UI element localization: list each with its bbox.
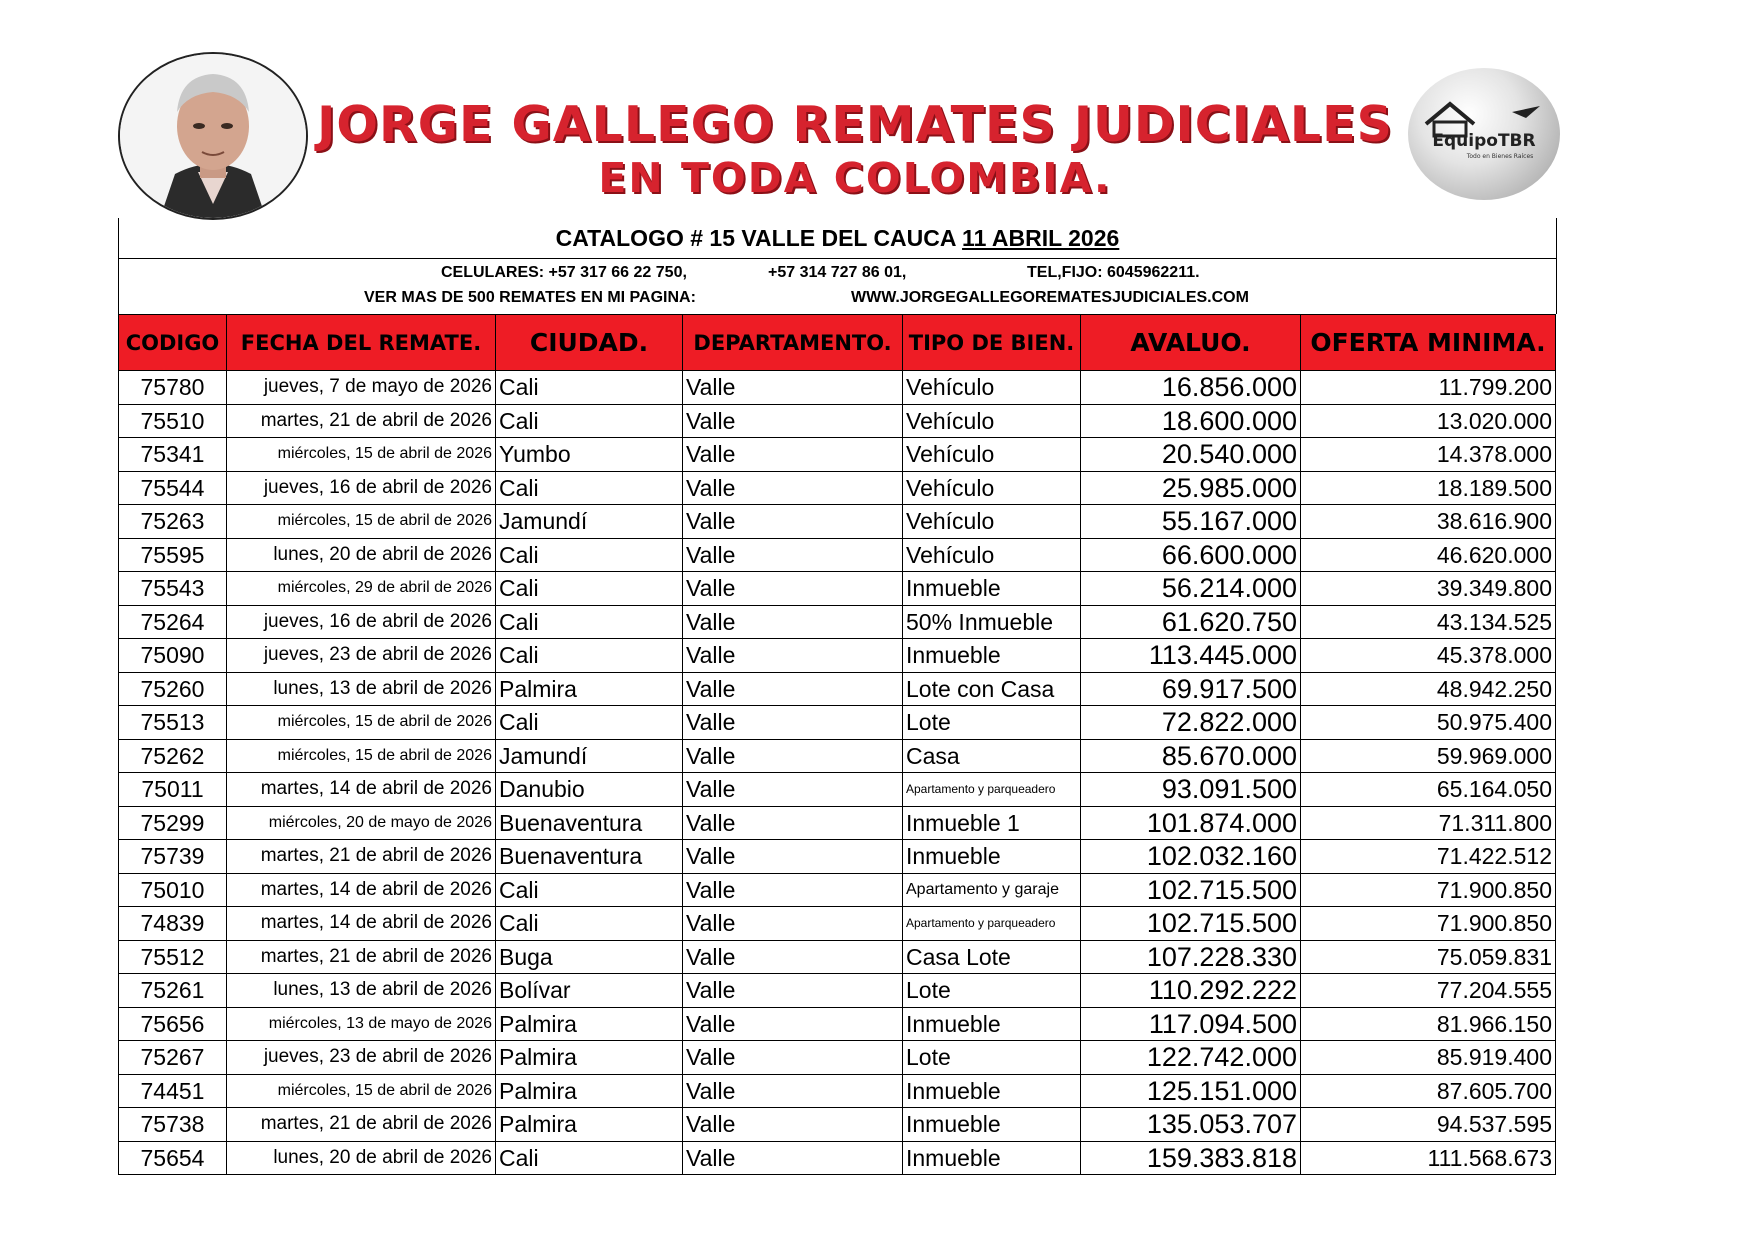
cell-ciudad: Cali (496, 371, 683, 405)
auction-table (118, 314, 1556, 1175)
cell-codigo: 75263 (119, 505, 227, 539)
table-row (119, 907, 1556, 941)
cell-tipo: Inmueble (903, 840, 1081, 874)
cell-codigo: 75262 (119, 739, 227, 773)
cell-tipo: Inmueble (903, 1108, 1081, 1142)
header-avaluo: AVALUO. (1081, 315, 1301, 371)
table-row (119, 572, 1556, 606)
cell-departamento: Valle (683, 840, 903, 874)
cell-fecha: lunes, 13 de abril de 2026 (227, 974, 496, 1008)
cell-ciudad: Palmira (496, 672, 683, 706)
table-row (119, 438, 1556, 472)
cell-tipo: Inmueble (903, 572, 1081, 606)
cell-ciudad: Cali (496, 706, 683, 740)
cell-avaluo: 122.742.000 (1081, 1041, 1301, 1075)
table-row (119, 672, 1556, 706)
table-header-row (119, 315, 1556, 371)
cell-departamento: Valle (683, 505, 903, 539)
cell-ciudad: Yumbo (496, 438, 683, 472)
banner-title (300, 96, 1410, 202)
cell-codigo: 75267 (119, 1041, 227, 1075)
cell-tipo: Vehículo (903, 438, 1081, 472)
more-auctions-label: VER MAS DE 500 REMATES EN MI PAGINA: (364, 289, 696, 306)
cell-codigo: 75260 (119, 672, 227, 706)
cell-oferta: 18.189.500 (1301, 471, 1556, 505)
cell-tipo: Inmueble 1 (903, 806, 1081, 840)
cell-tipo: Lote (903, 974, 1081, 1008)
table-row (119, 940, 1556, 974)
cell-codigo: 75261 (119, 974, 227, 1008)
cell-ciudad: Cali (496, 1141, 683, 1175)
cell-ciudad: Palmira (496, 1041, 683, 1075)
cell-departamento: Valle (683, 438, 903, 472)
cell-codigo: 75543 (119, 572, 227, 606)
cell-fecha: lunes, 13 de abril de 2026 (227, 672, 496, 706)
cell-codigo: 75010 (119, 873, 227, 907)
cell-avaluo: 113.445.000 (1081, 639, 1301, 673)
cell-codigo: 75654 (119, 1141, 227, 1175)
equipo-tbr-logo (1408, 68, 1560, 200)
cell-avaluo: 107.228.330 (1081, 940, 1301, 974)
cell-tipo: Lote (903, 1041, 1081, 1075)
cell-codigo: 75513 (119, 706, 227, 740)
cell-ciudad: Danubio (496, 773, 683, 807)
table-row (119, 471, 1556, 505)
table-row (119, 974, 1556, 1008)
cell-tipo: Vehículo (903, 471, 1081, 505)
cell-tipo: Casa (903, 739, 1081, 773)
cell-oferta: 94.537.595 (1301, 1108, 1556, 1142)
table-row (119, 840, 1556, 874)
cell-tipo: Apartamento y parqueadero (903, 907, 1081, 941)
cell-avaluo: 135.053.707 (1081, 1108, 1301, 1142)
cell-codigo: 75544 (119, 471, 227, 505)
cell-departamento: Valle (683, 907, 903, 941)
cell-ciudad: Cali (496, 605, 683, 639)
cell-tipo: Inmueble (903, 1007, 1081, 1041)
cell-codigo: 75299 (119, 806, 227, 840)
cell-oferta: 45.378.000 (1301, 639, 1556, 673)
header-codigo: CODIGO (119, 315, 227, 371)
cell-oferta: 14.378.000 (1301, 438, 1556, 472)
cell-fecha: lunes, 20 de abril de 2026 (227, 1141, 496, 1175)
cell-ciudad: Cali (496, 404, 683, 438)
cell-fecha: lunes, 20 de abril de 2026 (227, 538, 496, 572)
website-link[interactable]: WWW.JORGEGALLEGOREMATESJUDICIALES.COM (851, 289, 1249, 306)
cell-avaluo: 61.620.750 (1081, 605, 1301, 639)
cell-oferta: 13.020.000 (1301, 404, 1556, 438)
cell-fecha: martes, 14 de abril de 2026 (227, 907, 496, 941)
cell-avaluo: 72.822.000 (1081, 706, 1301, 740)
cell-fecha: miércoles, 13 de mayo de 2026 (227, 1007, 496, 1041)
cell-codigo: 75011 (119, 773, 227, 807)
table-row (119, 1007, 1556, 1041)
cell-fecha: martes, 14 de abril de 2026 (227, 773, 496, 807)
cell-avaluo: 159.383.818 (1081, 1141, 1301, 1175)
contact-info (119, 259, 1556, 314)
cell-departamento: Valle (683, 605, 903, 639)
cell-departamento: Valle (683, 1007, 903, 1041)
cell-avaluo: 69.917.500 (1081, 672, 1301, 706)
cell-codigo: 75780 (119, 371, 227, 405)
cell-codigo: 75090 (119, 639, 227, 673)
cell-avaluo: 66.600.000 (1081, 538, 1301, 572)
cell-oferta: 38.616.900 (1301, 505, 1556, 539)
cell-codigo: 75510 (119, 404, 227, 438)
cell-fecha: martes, 21 de abril de 2026 (227, 940, 496, 974)
cell-ciudad: Cali (496, 639, 683, 673)
cell-tipo: Vehículo (903, 505, 1081, 539)
cell-departamento: Valle (683, 873, 903, 907)
cell-oferta: 81.966.150 (1301, 1007, 1556, 1041)
cell-tipo: Vehículo (903, 538, 1081, 572)
banner-line-1: JORGE GALLEGO REMATES JUDICIALES (317, 96, 1393, 153)
cell-departamento: Valle (683, 1074, 903, 1108)
cell-codigo: 75595 (119, 538, 227, 572)
cell-fecha: miércoles, 15 de abril de 2026 (227, 739, 496, 773)
cell-departamento: Valle (683, 471, 903, 505)
cell-oferta: 48.942.250 (1301, 672, 1556, 706)
table-row (119, 806, 1556, 840)
cell-tipo: Vehículo (903, 371, 1081, 405)
cell-avaluo: 85.670.000 (1081, 739, 1301, 773)
table-row (119, 873, 1556, 907)
cell-codigo: 75341 (119, 438, 227, 472)
cell-oferta: 71.900.850 (1301, 907, 1556, 941)
cell-oferta: 85.919.400 (1301, 1041, 1556, 1075)
portrait-photo (118, 52, 308, 220)
cell-avaluo: 20.540.000 (1081, 438, 1301, 472)
catalog-title (119, 218, 1556, 259)
cell-tipo: Inmueble (903, 1074, 1081, 1108)
cell-ciudad: Cali (496, 873, 683, 907)
cell-departamento: Valle (683, 639, 903, 673)
cell-fecha: miércoles, 15 de abril de 2026 (227, 1074, 496, 1108)
catalog-header (118, 218, 1557, 314)
cell-oferta: 39.349.800 (1301, 572, 1556, 606)
cell-oferta: 111.568.673 (1301, 1141, 1556, 1175)
catalog-name: CATALOGO # 15 VALLE DEL CAUCA (555, 225, 963, 251)
cell-oferta: 43.134.525 (1301, 605, 1556, 639)
cell-avaluo: 117.094.500 (1081, 1007, 1301, 1041)
table-row (119, 605, 1556, 639)
cell-avaluo: 16.856.000 (1081, 371, 1301, 405)
cell-oferta: 50.975.400 (1301, 706, 1556, 740)
cell-codigo: 75656 (119, 1007, 227, 1041)
cell-ciudad: Bolívar (496, 974, 683, 1008)
cell-departamento: Valle (683, 940, 903, 974)
cell-departamento: Valle (683, 1108, 903, 1142)
header-tipo: TIPO DE BIEN. (903, 315, 1081, 371)
cell-oferta: 75.059.831 (1301, 940, 1556, 974)
table-row (119, 706, 1556, 740)
cell-fecha: jueves, 7 de mayo de 2026 (227, 371, 496, 405)
cell-ciudad: Palmira (496, 1108, 683, 1142)
cell-fecha: jueves, 16 de abril de 2026 (227, 471, 496, 505)
cell-avaluo: 102.715.500 (1081, 873, 1301, 907)
cell-ciudad: Buenaventura (496, 840, 683, 874)
cell-codigo: 75512 (119, 940, 227, 974)
cell-oferta: 71.422.512 (1301, 840, 1556, 874)
cell-departamento: Valle (683, 1041, 903, 1075)
cell-fecha: jueves, 16 de abril de 2026 (227, 605, 496, 639)
cell-ciudad: Jamundí (496, 505, 683, 539)
cell-departamento: Valle (683, 572, 903, 606)
cell-fecha: martes, 14 de abril de 2026 (227, 873, 496, 907)
cell-fecha: miércoles, 15 de abril de 2026 (227, 505, 496, 539)
cellphone-label: CELULARES: +57 317 66 22 750, (441, 264, 687, 281)
cell-avaluo: 102.715.500 (1081, 907, 1301, 941)
catalog-date: 11 ABRIL 2026 (962, 225, 1120, 251)
table-row (119, 404, 1556, 438)
table-row (119, 1074, 1556, 1108)
cell-departamento: Valle (683, 773, 903, 807)
cell-oferta: 87.605.700 (1301, 1074, 1556, 1108)
cell-oferta: 59.969.000 (1301, 739, 1556, 773)
cell-ciudad: Cali (496, 471, 683, 505)
table-row (119, 639, 1556, 673)
logo-brand: EquipoTBR (1432, 131, 1536, 151)
cell-ciudad: Jamundí (496, 739, 683, 773)
cell-ciudad: Buga (496, 940, 683, 974)
header-ciudad: CIUDAD. (496, 315, 683, 371)
cell-fecha: miércoles, 29 de abril de 2026 (227, 572, 496, 606)
cell-fecha: miércoles, 20 de mayo de 2026 (227, 806, 496, 840)
cell-avaluo: 25.985.000 (1081, 471, 1301, 505)
cell-ciudad: Cali (496, 572, 683, 606)
cell-departamento: Valle (683, 974, 903, 1008)
table-row (119, 538, 1556, 572)
header-fecha: FECHA DEL REMATE. (227, 315, 496, 371)
cell-avaluo: 56.214.000 (1081, 572, 1301, 606)
cell-departamento: Valle (683, 538, 903, 572)
cell-oferta: 65.164.050 (1301, 773, 1556, 807)
cell-avaluo: 55.167.000 (1081, 505, 1301, 539)
cell-departamento: Valle (683, 404, 903, 438)
cell-fecha: martes, 21 de abril de 2026 (227, 1108, 496, 1142)
logo-tagline: Todo en Bienes Raíces (1466, 153, 1534, 160)
cell-departamento: Valle (683, 672, 903, 706)
cell-tipo: Apartamento y garaje (903, 873, 1081, 907)
header-departamento: DEPARTAMENTO. (683, 315, 903, 371)
cell-avaluo: 125.151.000 (1081, 1074, 1301, 1108)
cell-ciudad: Cali (496, 538, 683, 572)
cell-codigo: 74451 (119, 1074, 227, 1108)
cell-tipo: Lote con Casa (903, 672, 1081, 706)
table-body (119, 371, 1556, 1175)
cell-tipo: Inmueble (903, 1141, 1081, 1175)
table-row (119, 505, 1556, 539)
cell-fecha: jueves, 23 de abril de 2026 (227, 639, 496, 673)
cell-departamento: Valle (683, 706, 903, 740)
svg-text:Todo en Bienes Raíces (1466, 153, 1534, 160)
table-row (119, 371, 1556, 405)
table-row (119, 773, 1556, 807)
cell-oferta: 77.204.555 (1301, 974, 1556, 1008)
svg-text:EquipoTBR (1432, 131, 1535, 151)
cell-oferta: 71.900.850 (1301, 873, 1556, 907)
cell-avaluo: 102.032.160 (1081, 840, 1301, 874)
cell-tipo: 50% Inmueble (903, 605, 1081, 639)
cell-tipo: Apartamento y parqueadero (903, 773, 1081, 807)
cell-codigo: 74839 (119, 907, 227, 941)
cell-ciudad: Palmira (496, 1074, 683, 1108)
cell-fecha: miércoles, 15 de abril de 2026 (227, 706, 496, 740)
cell-departamento: Valle (683, 739, 903, 773)
cell-ciudad: Buenaventura (496, 806, 683, 840)
cell-fecha: martes, 21 de abril de 2026 (227, 404, 496, 438)
cell-fecha: martes, 21 de abril de 2026 (227, 840, 496, 874)
cell-tipo: Casa Lote (903, 940, 1081, 974)
cell-tipo: Lote (903, 706, 1081, 740)
cell-ciudad: Palmira (496, 1007, 683, 1041)
cell-fecha: jueves, 23 de abril de 2026 (227, 1041, 496, 1075)
cell-codigo: 75739 (119, 840, 227, 874)
landline: TEL,FIJO: 6045962211. (1027, 264, 1200, 281)
cell-oferta: 46.620.000 (1301, 538, 1556, 572)
cell-departamento: Valle (683, 806, 903, 840)
cell-avaluo: 101.874.000 (1081, 806, 1301, 840)
cell-avaluo: 18.600.000 (1081, 404, 1301, 438)
cell-departamento: Valle (683, 371, 903, 405)
banner-line-2: EN TODA COLOMBIA. (598, 154, 1112, 202)
cell-codigo: 75738 (119, 1108, 227, 1142)
cell-fecha: miércoles, 15 de abril de 2026 (227, 438, 496, 472)
table-row (119, 1108, 1556, 1142)
table-row (119, 1141, 1556, 1175)
cell-tipo: Inmueble (903, 639, 1081, 673)
table-row (119, 739, 1556, 773)
cell-ciudad: Cali (496, 907, 683, 941)
cell-codigo: 75264 (119, 605, 227, 639)
cell-tipo: Vehículo (903, 404, 1081, 438)
table-row (119, 1041, 1556, 1075)
cell-avaluo: 93.091.500 (1081, 773, 1301, 807)
cell-avaluo: 110.292.222 (1081, 974, 1301, 1008)
header-oferta: OFERTA MINIMA. (1301, 315, 1556, 371)
cell-oferta: 11.799.200 (1301, 371, 1556, 405)
cell-departamento: Valle (683, 1141, 903, 1175)
cellphone-2: +57 314 727 86 01, (768, 264, 907, 281)
cell-oferta: 71.311.800 (1301, 806, 1556, 840)
